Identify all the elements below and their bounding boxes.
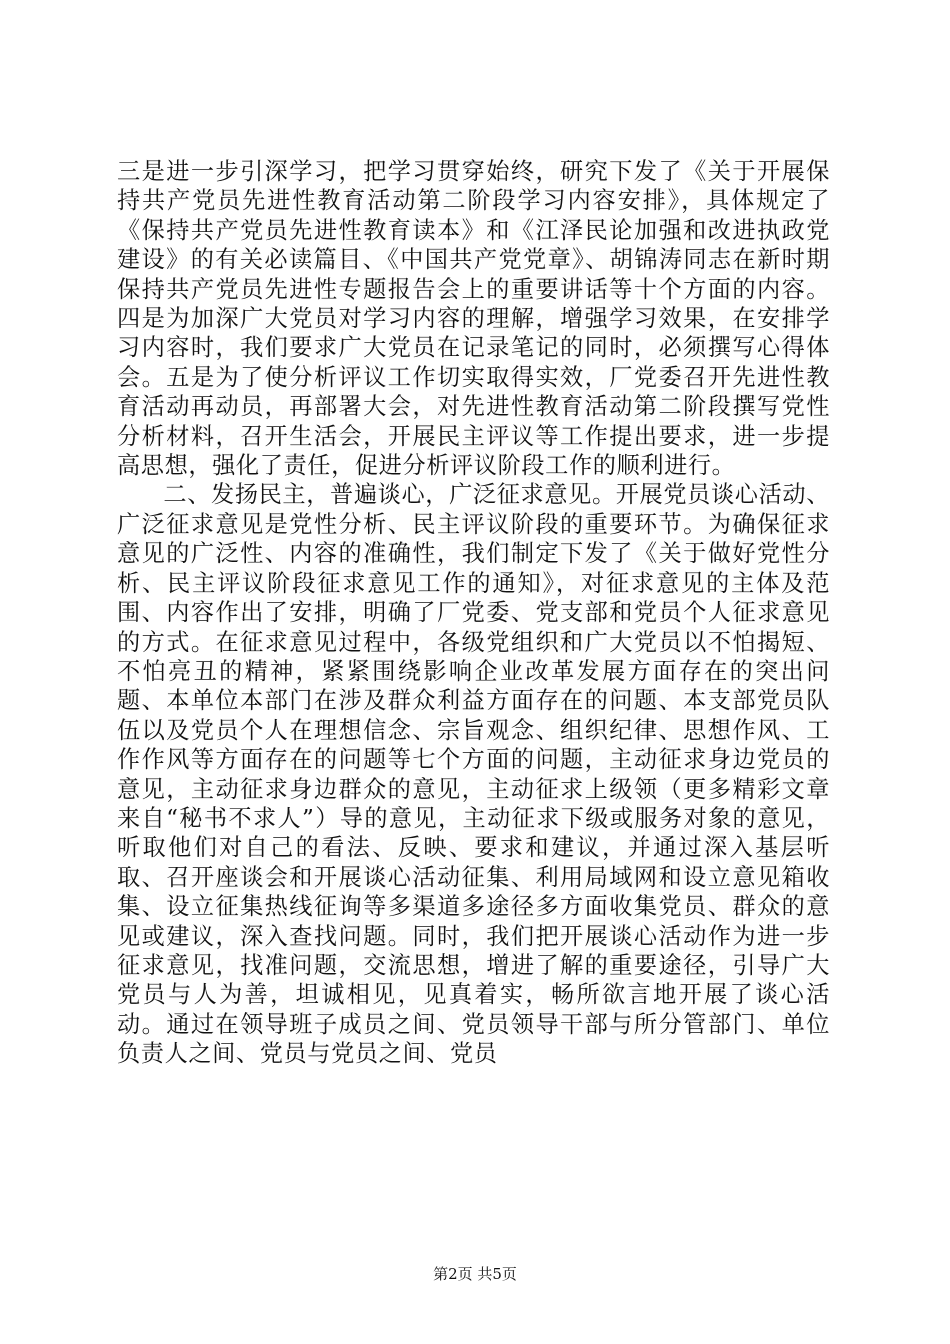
- body-text: [117, 157, 830, 1069]
- paragraph-continued: 三是进一步引深学习，把学习贯穿始终，研究下发了《关于开展保持共产党员先进性教育活动第二阶段学习内容安排》，具体规定了《保持共产党员先进性教育读本》和《江泽民论加强和改进执政党建设》的有关必读篇目、《中国共产党党章》、胡锦涛同志在新时期保持共产党员先进性专题报告会上的重要讲话等十个方面的内容。四是为加深广大党员对学习内容的理解，增强学习效果，在安排学习内容时，我们要求广大党员在记录笔记的同时，必须撰写心得体会。五是为了使分析评议工作切实取得实效，厂党委召开先进性教育活动再动员，再部署大会，对先进性教育活动第二阶段撰写党性分析材料，召开生活会，开展民主评议等工作提出要求，进一步提高思想，强化了责任，促进分析评议阶段工作的顺利进行。: [117, 158, 830, 480]
- paragraph-section-two: 二、发扬民主，普遍谈心，广泛征求意见。开展党员谈心活动、广泛征求意见是党性分析、民主评议阶段的重要环节。为确保征求意见的广泛性、内容的准确性，我们制定下发了《关于做好党性分析、民主评议阶段征求意见工作的通知》，对征求意见的主体及范围、内容作出了安排，明确了厂党委、党支部和党员个人征求意见的方式。在征求意见过程中，各级党组织和广大党员以不怕揭短、不怕亮丑的精神，紧紧围绕影响企业改革发展方面存在的突出问题、本单位本部门在涉及群众利益方面存在的问题、本支部党员队伍以及党员个人在理想信念、宗旨观念、组织纪律、思想作风、工作作风等方面存在的问题等七个方面的问题，主动征求身边党员的意见，主动征求身边群众的意见，主动征求上级领（更多精彩文章来自“秘书不求人”）导的意见，主动征求下级或服务对象的意见，听取他们对自己的看法、反映、要求和建议，并通过深入基层听取、召开座谈会和开展谈心活动征集、利用局域网和设立意见箱收集、设立征集热线征询等多渠道多途径多方面收集党员、群众的意见或建议，深入查找问题。同时，我们把开展谈心活动作为进一步征求意见，找准问题，交流思想，增进了解的重要途径，引导广大党员与人为善，坦诚相见，见真着实，畅所欲言地开展了谈心活动。通过在领导班子成员之间、党员领导干部与所分管部门、单位负责人之间、党员与党员之间、党员: [117, 481, 830, 1068]
- page-footer: 第2页 共5页: [433, 1265, 517, 1283]
